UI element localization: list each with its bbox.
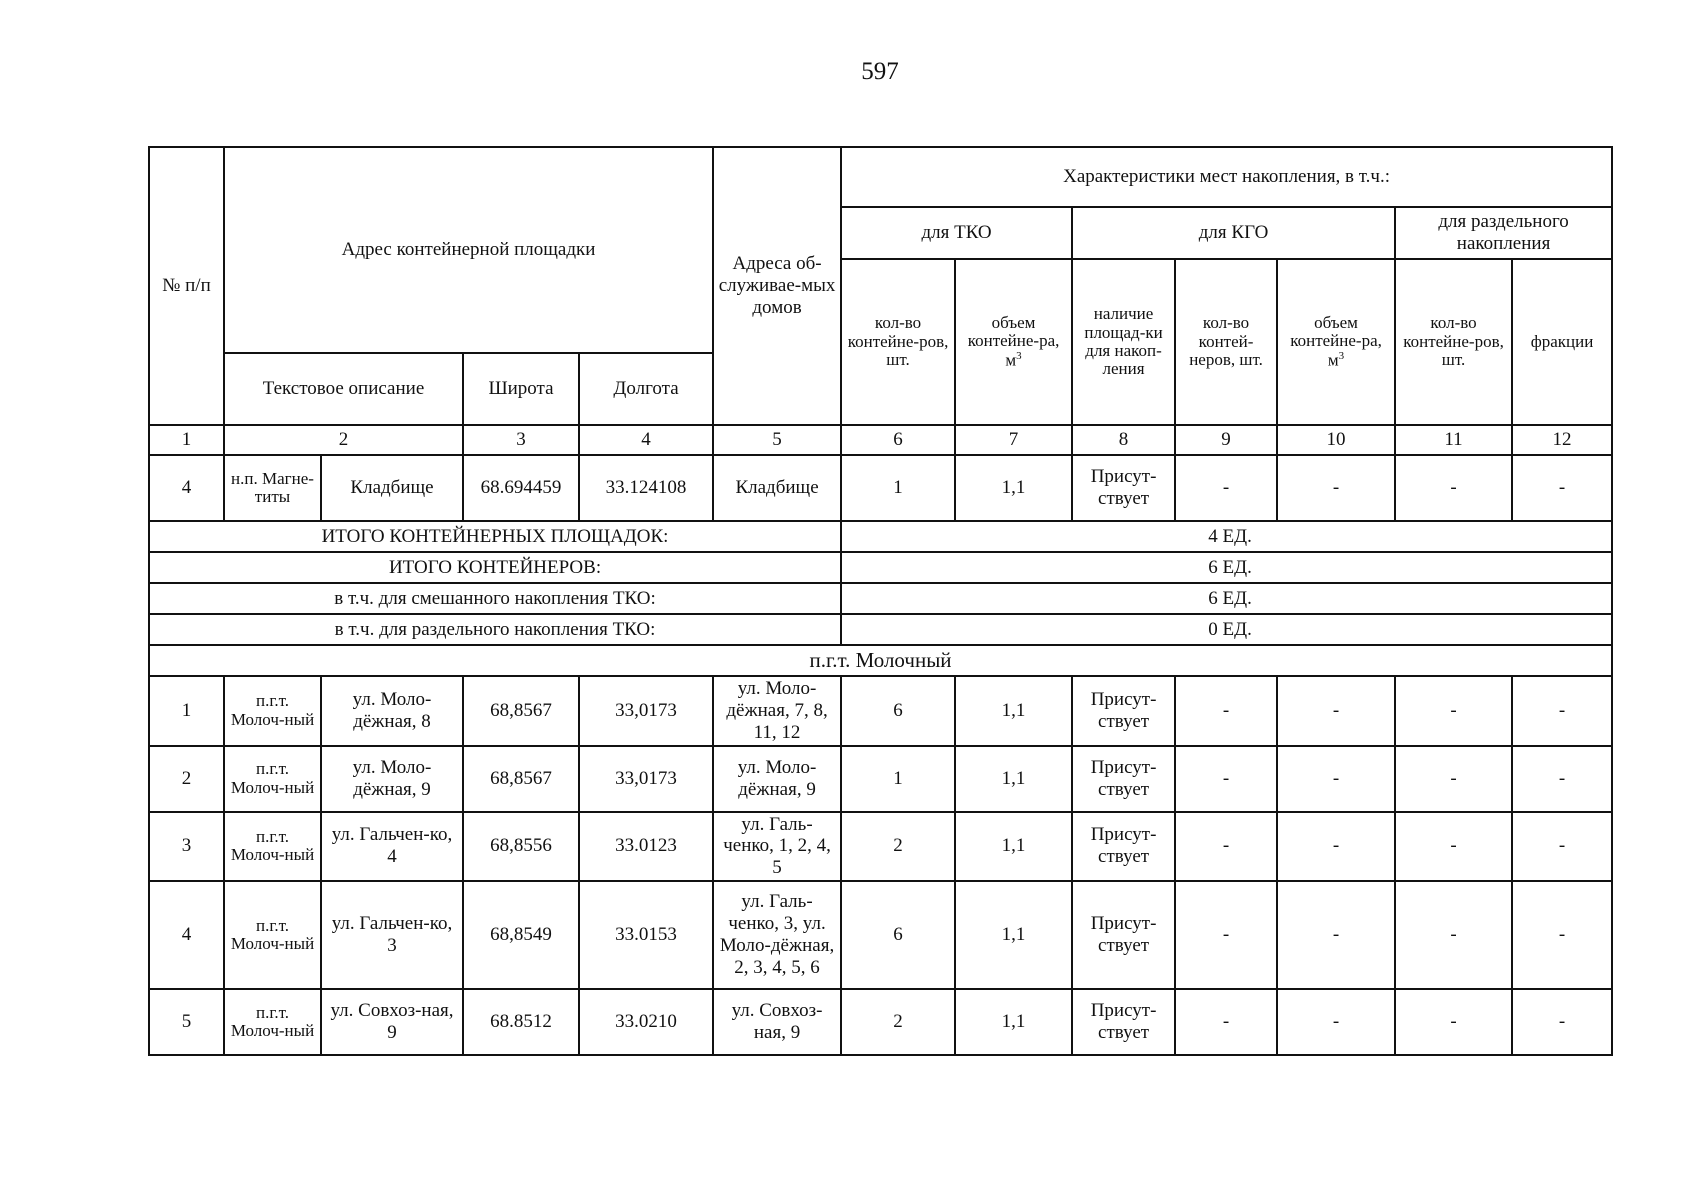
row-served: ул. Галь-ченко, 3, ул. Моло-дёжная, 2, 3, 4, 5, 6 xyxy=(713,881,841,989)
header-kgo-volume-cube: 3 xyxy=(1338,349,1345,362)
table-row xyxy=(149,812,1612,882)
header-tko: для ТКО xyxy=(841,207,1072,259)
column-number: 4 xyxy=(579,425,713,455)
row-kgo-volume: - xyxy=(1277,455,1395,521)
row-place: п.г.т. Молоч-ный xyxy=(224,989,321,1055)
column-number: 7 xyxy=(955,425,1072,455)
table-row xyxy=(149,455,1612,521)
row-lat: 68,8567 xyxy=(463,676,579,746)
table-row xyxy=(149,676,1612,746)
row-kgo-presence: Присут-ствует xyxy=(1072,676,1175,746)
row-place: п.г.т. Молоч-ный xyxy=(224,812,321,882)
summary-value: 4 ЕД. xyxy=(841,521,1612,552)
row-tko-volume: 1,1 xyxy=(955,676,1072,746)
column-number: 3 xyxy=(463,425,579,455)
summary-row xyxy=(149,583,1612,614)
row-tko-count: 2 xyxy=(841,812,955,882)
row-served: ул. Моло-дёжная, 9 xyxy=(713,746,841,812)
header-tko-count: кол-во контейне-ров, шт. xyxy=(841,259,955,425)
row-tko-volume: 1,1 xyxy=(955,812,1072,882)
row-sep-fraction: - xyxy=(1512,746,1612,812)
row-kgo-volume: - xyxy=(1277,746,1395,812)
container-sites-table xyxy=(148,146,1613,1056)
table-row xyxy=(149,881,1612,989)
summary-value: 6 ЕД. xyxy=(841,552,1612,583)
row-sep-fraction: - xyxy=(1512,989,1612,1055)
header-sep-count: кол-во контейне-ров, шт. xyxy=(1395,259,1512,425)
header-kgo-count: кол-во контей-неров, шт. xyxy=(1175,259,1277,425)
row-served: ул. Моло-дёжная, 7, 8, 11, 12 xyxy=(713,676,841,746)
header-kgo-volume-unit: м xyxy=(1327,350,1339,370)
column-number: 5 xyxy=(713,425,841,455)
header-kgo-presence: наличие площад-ки для накоп-ления xyxy=(1072,259,1175,425)
page-number: 597 xyxy=(861,58,899,85)
row-lat: 68.694459 xyxy=(463,455,579,521)
row-tko-volume: 1,1 xyxy=(955,455,1072,521)
table-header xyxy=(149,147,1612,425)
header-tko-volume-label: объем контейне-ра, xyxy=(967,313,1060,351)
row-kgo-count: - xyxy=(1175,989,1277,1055)
column-number: 10 xyxy=(1277,425,1395,455)
table-row xyxy=(149,989,1612,1055)
row-description: ул. Гальчен-ко, 3 xyxy=(321,881,463,989)
row-served: ул. Совхоз-ная, 9 xyxy=(713,989,841,1055)
row-place: н.п. Магне-титы xyxy=(224,455,321,521)
summary-value: 6 ЕД. xyxy=(841,583,1612,614)
row-lon: 33,0173 xyxy=(579,746,713,812)
row-lat: 68,8556 xyxy=(463,812,579,882)
column-number: 8 xyxy=(1072,425,1175,455)
header-kgo-volume-label: объем контейне-ра, xyxy=(1290,313,1382,351)
header-characteristics: Характеристики мест накопления, в т.ч.: xyxy=(841,147,1612,207)
row-kgo-count: - xyxy=(1175,812,1277,882)
row-number: 4 xyxy=(149,881,224,989)
row-lon: 33.0153 xyxy=(579,881,713,989)
section-title: п.г.т. Молочный xyxy=(149,645,1612,676)
row-number: 2 xyxy=(149,746,224,812)
header-tko-volume-cube: 3 xyxy=(1016,349,1022,362)
header-sep-fraction: фракции xyxy=(1512,259,1612,425)
header-tko-volume xyxy=(955,259,1072,425)
row-kgo-count: - xyxy=(1175,455,1277,521)
column-number: 1 xyxy=(149,425,224,455)
row-description: ул. Моло-дёжная, 9 xyxy=(321,746,463,812)
header-text-desc: Текстовое описание xyxy=(224,353,463,425)
row-sep-fraction: - xyxy=(1512,455,1612,521)
row-kgo-presence: Присут-ствует xyxy=(1072,746,1175,812)
row-kgo-count: - xyxy=(1175,746,1277,812)
row-lat: 68.8512 xyxy=(463,989,579,1055)
row-description: ул. Совхоз-ная, 9 xyxy=(321,989,463,1055)
header-lon: Долгота xyxy=(579,353,713,425)
summary-label: ИТОГО КОНТЕЙНЕРОВ: xyxy=(149,552,841,583)
row-place: п.г.т. Молоч-ный xyxy=(224,746,321,812)
row-sep-count: - xyxy=(1395,676,1512,746)
row-kgo-presence: Присут-ствует xyxy=(1072,812,1175,882)
row-tko-count: 6 xyxy=(841,881,955,989)
row-number: 3 xyxy=(149,812,224,882)
row-tko-count: 1 xyxy=(841,455,955,521)
row-sep-fraction: - xyxy=(1512,881,1612,989)
header-num: № п/п xyxy=(149,147,224,425)
row-tko-volume: 1,1 xyxy=(955,989,1072,1055)
summary-label: в т.ч. для раздельного накопления ТКО: xyxy=(149,614,841,645)
row-kgo-volume: - xyxy=(1277,989,1395,1055)
row-number: 5 xyxy=(149,989,224,1055)
row-kgo-count: - xyxy=(1175,881,1277,989)
row-served: ул. Галь-ченко, 1, 2, 4, 5 xyxy=(713,812,841,882)
section-row xyxy=(149,645,1612,676)
column-number: 2 xyxy=(224,425,463,455)
row-kgo-volume: - xyxy=(1277,812,1395,882)
row-kgo-presence: Присут-ствует xyxy=(1072,989,1175,1055)
summary-row xyxy=(149,614,1612,645)
row-tko-count: 1 xyxy=(841,746,955,812)
header-kgo: для КГО xyxy=(1072,207,1395,259)
header-lat: Широта xyxy=(463,353,579,425)
row-tko-count: 2 xyxy=(841,989,955,1055)
header-tko-volume-unit: м xyxy=(1005,350,1017,370)
row-lon: 33.124108 xyxy=(579,455,713,521)
column-numbers-row xyxy=(149,425,1612,455)
row-kgo-presence: Присут-ствует xyxy=(1072,881,1175,989)
row-tko-volume: 1,1 xyxy=(955,881,1072,989)
header-separate: для раздельного накопления xyxy=(1395,207,1612,259)
row-tko-volume: 1,1 xyxy=(955,746,1072,812)
summary-value: 0 ЕД. xyxy=(841,614,1612,645)
row-description: ул. Моло-дёжная, 8 xyxy=(321,676,463,746)
row-number: 4 xyxy=(149,455,224,521)
header-address: Адрес контейнерной площадки xyxy=(224,147,713,353)
row-description: Кладбище xyxy=(321,455,463,521)
row-sep-fraction: - xyxy=(1512,676,1612,746)
summary-label: ИТОГО КОНТЕЙНЕРНЫХ ПЛОЩАДОК: xyxy=(149,521,841,552)
row-lat: 68,8567 xyxy=(463,746,579,812)
row-kgo-volume: - xyxy=(1277,881,1395,989)
row-lon: 33,0173 xyxy=(579,676,713,746)
row-sep-count: - xyxy=(1395,881,1512,989)
row-served: Кладбище xyxy=(713,455,841,521)
table-row xyxy=(149,746,1612,812)
row-sep-count: - xyxy=(1395,812,1512,882)
row-lon: 33.0123 xyxy=(579,812,713,882)
column-number: 6 xyxy=(841,425,955,455)
row-kgo-volume: - xyxy=(1277,676,1395,746)
table-body xyxy=(149,425,1612,1055)
summary-row xyxy=(149,521,1612,552)
summary-label: в т.ч. для смешанного накопления ТКО: xyxy=(149,583,841,614)
row-description: ул. Гальчен-ко, 4 xyxy=(321,812,463,882)
header-kgo-volume xyxy=(1277,259,1395,425)
row-number: 1 xyxy=(149,676,224,746)
row-kgo-presence: Присут-ствует xyxy=(1072,455,1175,521)
column-number: 12 xyxy=(1512,425,1612,455)
row-place: п.г.т. Молоч-ный xyxy=(224,881,321,989)
summary-row xyxy=(149,552,1612,583)
row-sep-count: - xyxy=(1395,989,1512,1055)
row-lat: 68,8549 xyxy=(463,881,579,989)
row-sep-count: - xyxy=(1395,746,1512,812)
header-served: Адреса об-служивае-мых домов xyxy=(713,147,841,425)
row-place: п.г.т. Молоч-ный xyxy=(224,676,321,746)
column-number: 11 xyxy=(1395,425,1512,455)
row-sep-count: - xyxy=(1395,455,1512,521)
column-number: 9 xyxy=(1175,425,1277,455)
row-tko-count: 6 xyxy=(841,676,955,746)
row-lon: 33.0210 xyxy=(579,989,713,1055)
row-sep-fraction: - xyxy=(1512,812,1612,882)
row-kgo-count: - xyxy=(1175,676,1277,746)
